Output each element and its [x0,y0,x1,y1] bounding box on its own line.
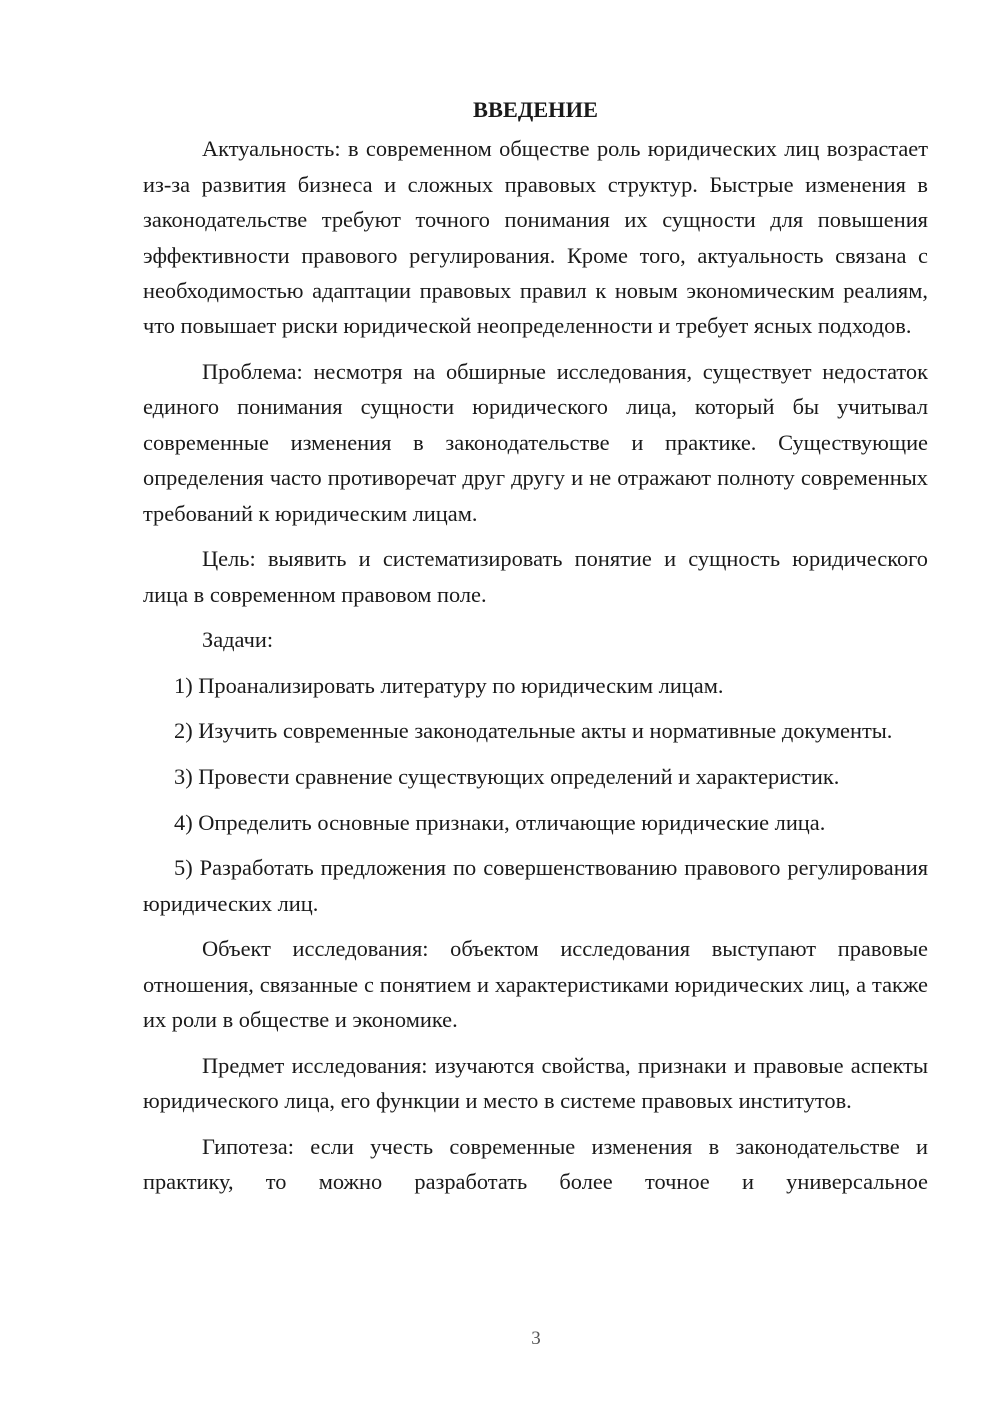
page-content [143,92,928,1210]
paragraph-problem: Проблема: несмотря на обширные исследования, существует недостаток единого понимания сущности юридического лица, который бы учитывал современные изменения в законодательстве и практике. Существующие определения часто противоречат друг другу и не отражают полноту современных требований к юридическим лицам. [143,359,928,526]
paragraph-relevance: Актуальность: в современном обществе роль юридических лиц возрастает из-за развития бизнеса и сложных правовых структур. Быстрые изменения в законодательстве требуют точного понимания их сущности для повышения эффективности правового регулирования. Кроме того, актуальность связана с необходимостью адаптации правовых правил к новым экономическим реалиям, что повышает риски юридической неопределенности и требует ясных подходов. [143,136,928,339]
paragraph-hypothesis: Гипотеза: если учесть современные изменения в законодательстве и практику, то можно разработать более точное и универсальное [143,1133,928,1195]
paragraph-subject: Предмет исследования: изучаются свойства, признаки и правовые аспекты юридического лица, его функции и место в системе правовых институтов. [143,1052,928,1114]
task-item-3: 3) Провести сравнение существующих определений и характеристик. [174,764,840,790]
paragraph-tasks-heading: Задачи: [202,627,274,653]
task-item-5: 5) Разработать предложения по совершенствованию правового регулирования юридических лиц. [143,855,928,916]
paragraph-object: Объект исследования: объектом исследования выступают правовые отношения, связанные с понятием и характеристиками юридических лиц, а также их роли в обществе и экономике. [143,936,928,1033]
task-item-4: 4) Определить основные признаки, отличающие юридические лица. [174,809,826,835]
task-item-2: 2) Изучить современные законодательные акты и нормативные документы. [174,718,893,744]
paragraph-goal: Цель: выявить и систематизировать понятие и сущность юридического лица в современном правовом поле. [143,546,928,607]
task-item-1: 1) Проанализировать литературу по юридическим лицам. [174,672,724,698]
section-title: ВВЕДЕНИЕ [473,97,598,122]
page-number: 3 [531,1328,541,1349]
